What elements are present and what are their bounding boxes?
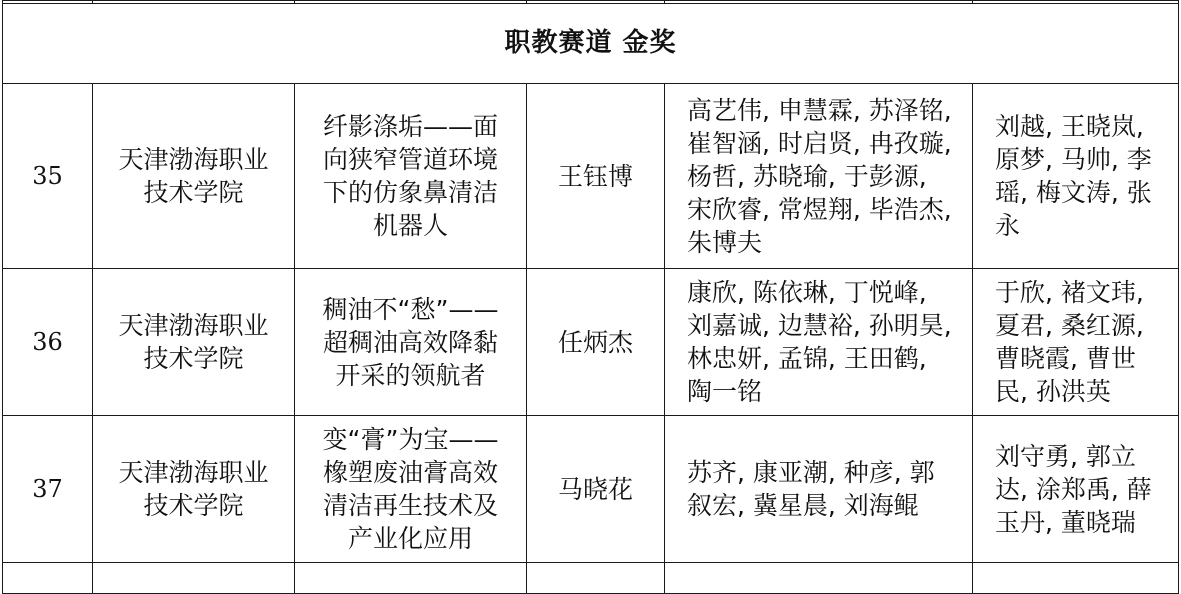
teachers-cell: 于欣, 褚文玮, 夏君, 桑红源, 曹晓霞, 曹世民, 孙洪英 — [973, 269, 1179, 416]
row-number: 37 — [3, 416, 93, 563]
leader-cell: 任炳杰 — [527, 269, 665, 416]
table-row — [3, 416, 1179, 563]
section-title: 职教赛道 金奖 — [3, 4, 1179, 84]
project-cell: 纤影涤垢——面向狭窄管道环境下的仿象鼻清洁机器人 — [295, 84, 527, 269]
award-table — [2, 0, 1179, 594]
cut-off-bottom-row — [3, 563, 1179, 594]
table-row — [3, 269, 1179, 416]
project-cell: 稠油不“愁”—— 超稠油高效降黏开采的领航者 — [295, 269, 527, 416]
section-header-row — [3, 4, 1179, 84]
school-cell: 天津渤海职业技术学院 — [93, 416, 295, 563]
members-cell: 高艺伟, 申慧霖, 苏泽铭, 崔智涵, 时启贤, 冉孜璇, 杨哲, 苏晓瑜, 于彭源, 宋欣睿, 常煜翔, 毕浩杰, 朱博夫 — [665, 84, 973, 269]
project-cell: 变“膏”为宝——橡塑废油膏高效清洁再生技术及产业化应用 — [295, 416, 527, 563]
leader-cell: 王钰博 — [527, 84, 665, 269]
teachers-cell: 刘守勇, 郭立达, 涂郑禹, 薛玉丹, 董晓瑞 — [973, 416, 1179, 563]
row-number: 36 — [3, 269, 93, 416]
teachers-cell: 刘越, 王晓岚, 原梦, 马帅, 李瑶, 梅文涛, 张永 — [973, 84, 1179, 269]
school-cell: 天津渤海职业技术学院 — [93, 84, 295, 269]
row-number: 35 — [3, 84, 93, 269]
table-row — [3, 84, 1179, 269]
members-cell: 康欣, 陈依琳, 丁悦峰, 刘嘉诚, 边慧裕, 孙明昊, 林忠妍, 孟锦, 王田鹤, 陶一铭 — [665, 269, 973, 416]
leader-cell: 马晓花 — [527, 416, 665, 563]
school-cell: 天津渤海职业技术学院 — [93, 269, 295, 416]
members-cell: 苏齐, 康亚潮, 种彦, 郭叙宏, 冀星晨, 刘海鲲 — [665, 416, 973, 563]
